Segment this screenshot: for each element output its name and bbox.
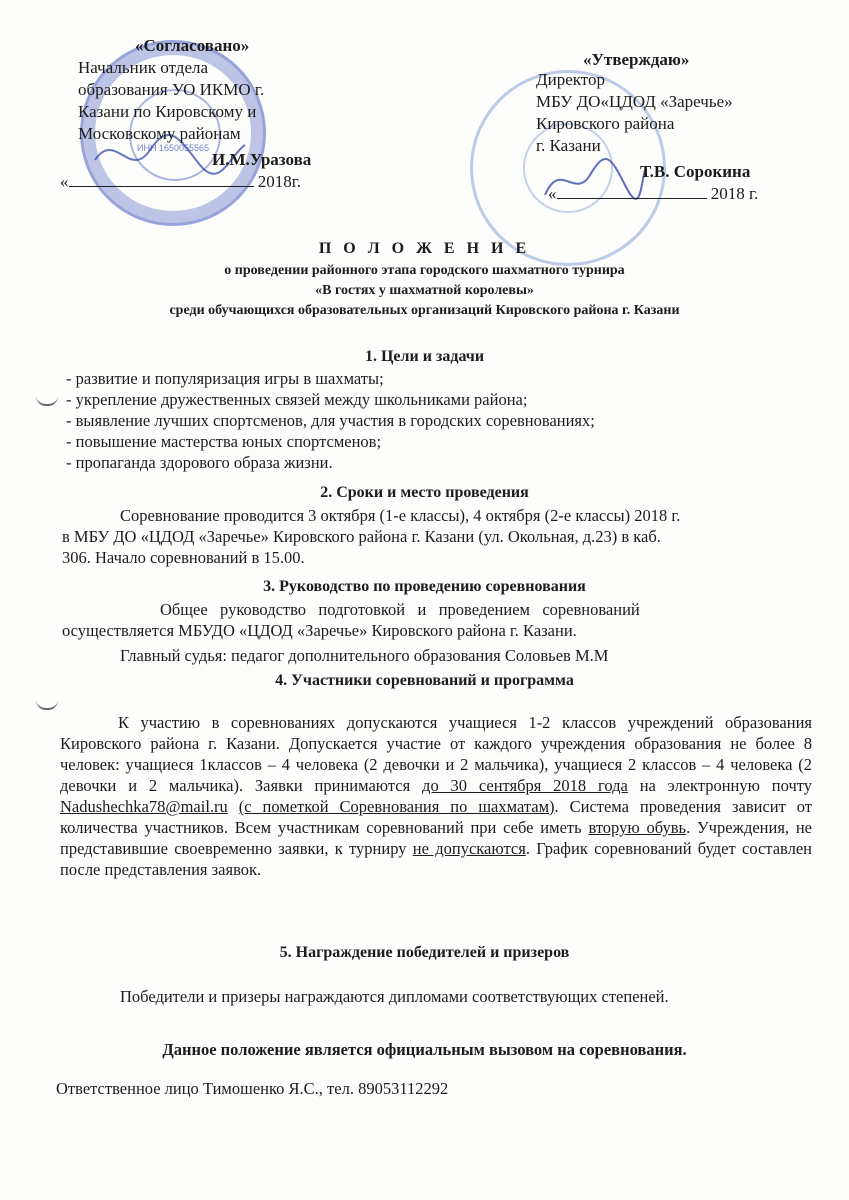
participants-paragraph <box>60 712 812 880</box>
contact-email-link[interactable]: Nadushechka78@mail.ru <box>60 797 228 816</box>
stamp-inn-text: ИНН 1650055565 <box>136 143 210 153</box>
approval-right-line-2: МБУ ДО«ЦДОД «Заречье» <box>536 92 733 111</box>
approval-left-date <box>60 172 301 191</box>
date-year: 2018г. <box>257 172 302 191</box>
participants-text-a: К участию в соревнованиях допускаются учащиеся 1-2 классов учреждений образования Кировского района г. Казани. Допускается участие от каждого учреждения образования не более 8 человек: учащиеся 1классов – 4 человека (2 девочки и 2 мальчика), учащиеся 2 классов – 4 человека (2 девочки и 2 мальчика). Заявки принимаются <box>60 713 812 795</box>
approval-left-line-3: Казани по Кировскому и <box>78 102 257 121</box>
approval-left-line-4: Московскому районам <box>78 124 241 143</box>
goal-item-2: - укрепление дружественных связей между школьниками района; <box>66 390 528 409</box>
date-open-quote: « <box>548 184 557 203</box>
goal-item-5: - пропаганда здорового образа жизни. <box>66 453 333 472</box>
margin-mark <box>36 396 58 406</box>
approval-right-date <box>548 184 758 203</box>
management-line-1: Общее руководство подготовкой и проведением соревнований <box>160 600 640 619</box>
schedule-line-1: Соревнование проводится 3 октября (1-е классы), 4 октября (2-е классы) 2018 г. <box>120 506 681 525</box>
official-call-statement: Данное положение является официальным вызовом на соревнования. <box>162 1040 687 1059</box>
document-title: П О Л О Ж Е Н И Е <box>318 240 531 257</box>
email-subject-note: (с пометкой Соревнования по шахматам) <box>238 797 555 816</box>
date-blank <box>69 172 254 187</box>
date-blank <box>557 184 707 199</box>
section-5-heading: 5. Награждение победителей и призеров <box>279 944 570 961</box>
approval-left-signatory: И.М.Уразова <box>212 150 312 169</box>
application-deadline: до 30 сентября 2018 года <box>422 776 628 795</box>
participants-text-f: . График соревнований будет составлен после представления заявок. <box>60 839 812 879</box>
chief-judge: Главный судья: педагог дополнительного образования Соловьев М.М <box>120 646 609 665</box>
document-subtitle-2: «В гостях у шахматной королевы» <box>315 283 534 298</box>
section-3-heading: 3. Руководство по проведению соревнования <box>263 578 586 595</box>
approval-right-line-4: г. Казани <box>536 136 601 155</box>
goal-item-3: - выявление лучших спортсменов, для участия в городских соревнованиях; <box>66 411 595 430</box>
approval-right-signatory: Т.В. Сорокина <box>640 162 751 181</box>
approval-left-heading: «Согласовано» <box>135 36 250 55</box>
approval-left-line-1: Начальник отдела <box>78 58 209 77</box>
document-subtitle-3: среди обучающихся образовательных организаций Кировского района г. Казани <box>169 303 680 318</box>
participants-text-e: . Учреждения, не представившие своевременно заявки, к турниру <box>60 818 812 858</box>
section-2-heading: 2. Сроки и место проведения <box>320 484 529 501</box>
margin-mark <box>36 700 58 710</box>
second-shoes-requirement: вторую обувь <box>588 818 687 837</box>
date-year: 2018 г. <box>710 184 759 203</box>
goal-item-1: - развитие и популяризация игры в шахматы; <box>66 369 384 388</box>
approval-right-line-3: Кировского района <box>536 114 675 133</box>
management-line-2: осуществляется МБУДО «ЦДОД «Заречье» Кировского района г. Казани. <box>62 621 577 640</box>
schedule-line-2: в МБУ ДО «ЦДОД «Заречье» Кировского района г. Казани (ул. Окольная, д.23) в каб. <box>62 527 661 546</box>
schedule-line-3: 306. Начало соревнований в 15.00. <box>62 548 305 567</box>
approval-right-heading: «Утверждаю» <box>583 50 690 69</box>
participants-text-c <box>228 797 239 816</box>
document-subtitle-1: о проведении районного этапа городского шахматного турнира <box>224 263 625 278</box>
responsible-person: Ответственное лицо Тимошенко Я.С., тел. 89053112292 <box>56 1079 449 1098</box>
not-admitted-note: не допускаются <box>412 839 526 858</box>
awards-text: Победители и призеры награждаются дипломами соответствующих степеней. <box>120 987 669 1006</box>
date-open-quote: « <box>60 172 69 191</box>
section-1-heading: 1. Цели и задачи <box>364 348 485 365</box>
section-4-heading: 4. Участники соревнований и программа <box>275 672 574 689</box>
approval-left-line-2: образования УО ИКМО г. <box>78 80 265 99</box>
participants-text-d: . Система проведения зависит от количества участников. Всем участникам соревнований при себе иметь <box>60 797 813 837</box>
approval-right-line-1: Директор <box>536 70 605 89</box>
participants-text-b: на электронную почту <box>627 776 812 795</box>
goal-item-4: - повышение мастерства юных спортсменов; <box>66 432 382 451</box>
